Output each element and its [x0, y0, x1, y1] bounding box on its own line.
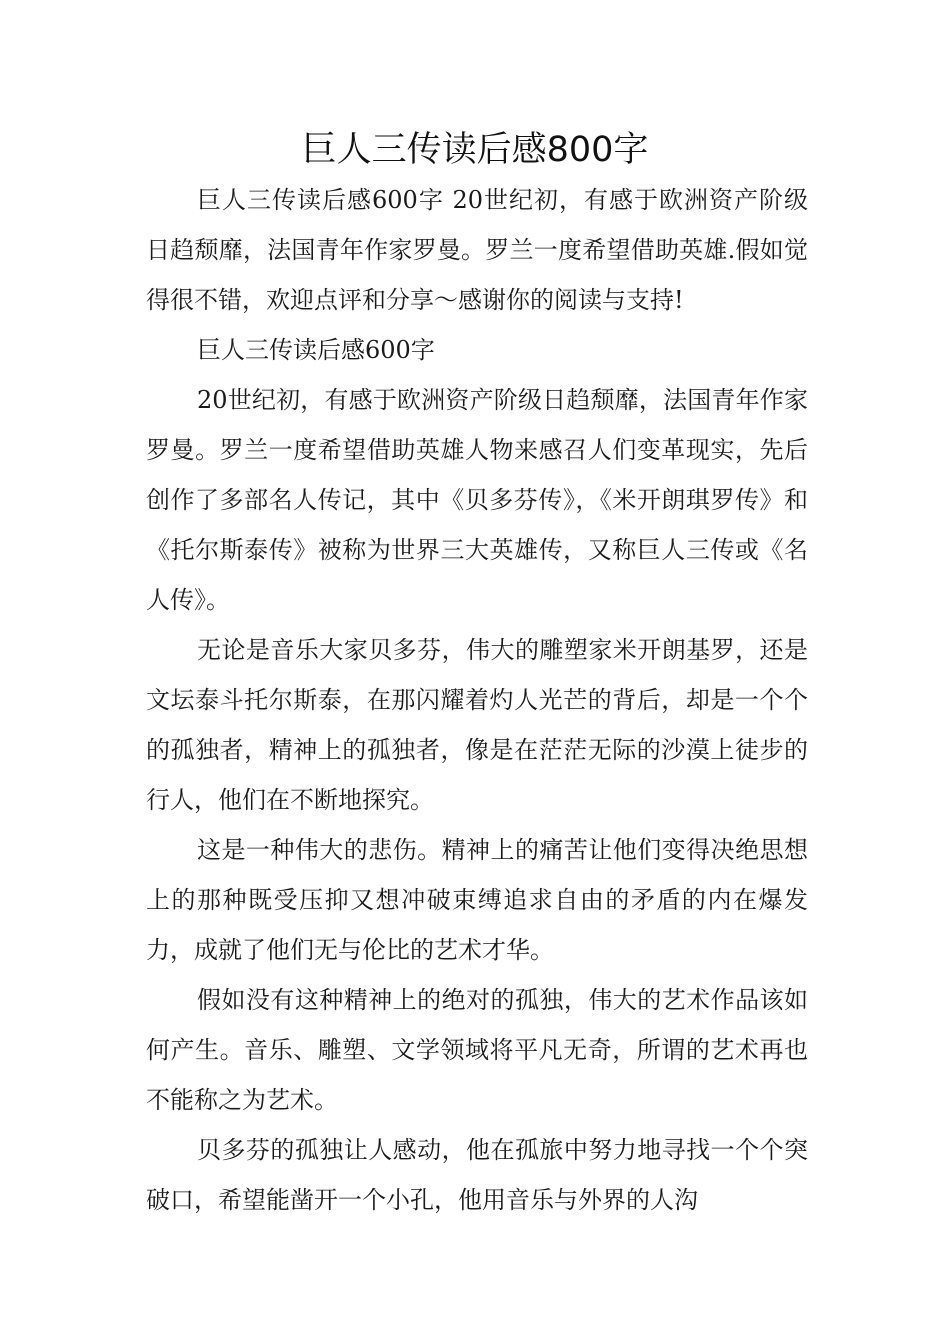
paragraph-7: 贝多芬的孤独让人感动，他在孤旅中努力地寻找一个个突破口，希望能凿开一个小孔，他用音乐与外界的人沟: [146, 1136, 808, 1214]
paragraph-5: 这是一种伟大的悲伤。精神上的痛苦让他们变得决绝思想上的那种既受压抑又想冲破束缚追求自由的矛盾的内在爆发力，成就了他们无与伦比的艺术才华。: [146, 836, 808, 964]
paragraph-3: 20世纪初，有感于欧洲资产阶级日趋颓靡，法国青年作家罗曼。罗兰一度希望借助英雄人物来感召人们变革现实，先后创作了多部名人传记，其中《贝多芬传》，《米开朗琪罗传》和《托尔斯泰传》被称为世界三大英雄传，又称巨人三传或《名人传》。: [146, 386, 808, 614]
paragraph-6: 假如没有这种精神上的绝对的孤独，伟大的艺术作品该如何产生。音乐、雕塑、文学领域将平凡无奇，所谓的艺术再也不能称之为艺术。: [146, 986, 808, 1114]
paragraph-2: 巨人三传读后感600字: [197, 336, 435, 364]
paragraph-1: 巨人三传读后感600字 20世纪初，有感于欧洲资产阶级日趋颓靡，法国青年作家罗曼。罗兰一度希望借助英雄.假如觉得很不错，欢迎点评和分享～感谢你的阅读与支持!: [146, 186, 808, 314]
document-body: [146, 175, 808, 1225]
paragraph-4: 无论是音乐大家贝多芬，伟大的雕塑家米开朗基罗，还是文坛泰斗托尔斯泰，在那闪耀着灼人光芒的背后，却是一个个的孤独者，精神上的孤独者，像是在茫茫无际的沙漠上徒步的行人，他们在不断地探究。: [146, 636, 808, 814]
document-title: 巨人三传读后感800字: [301, 130, 649, 170]
